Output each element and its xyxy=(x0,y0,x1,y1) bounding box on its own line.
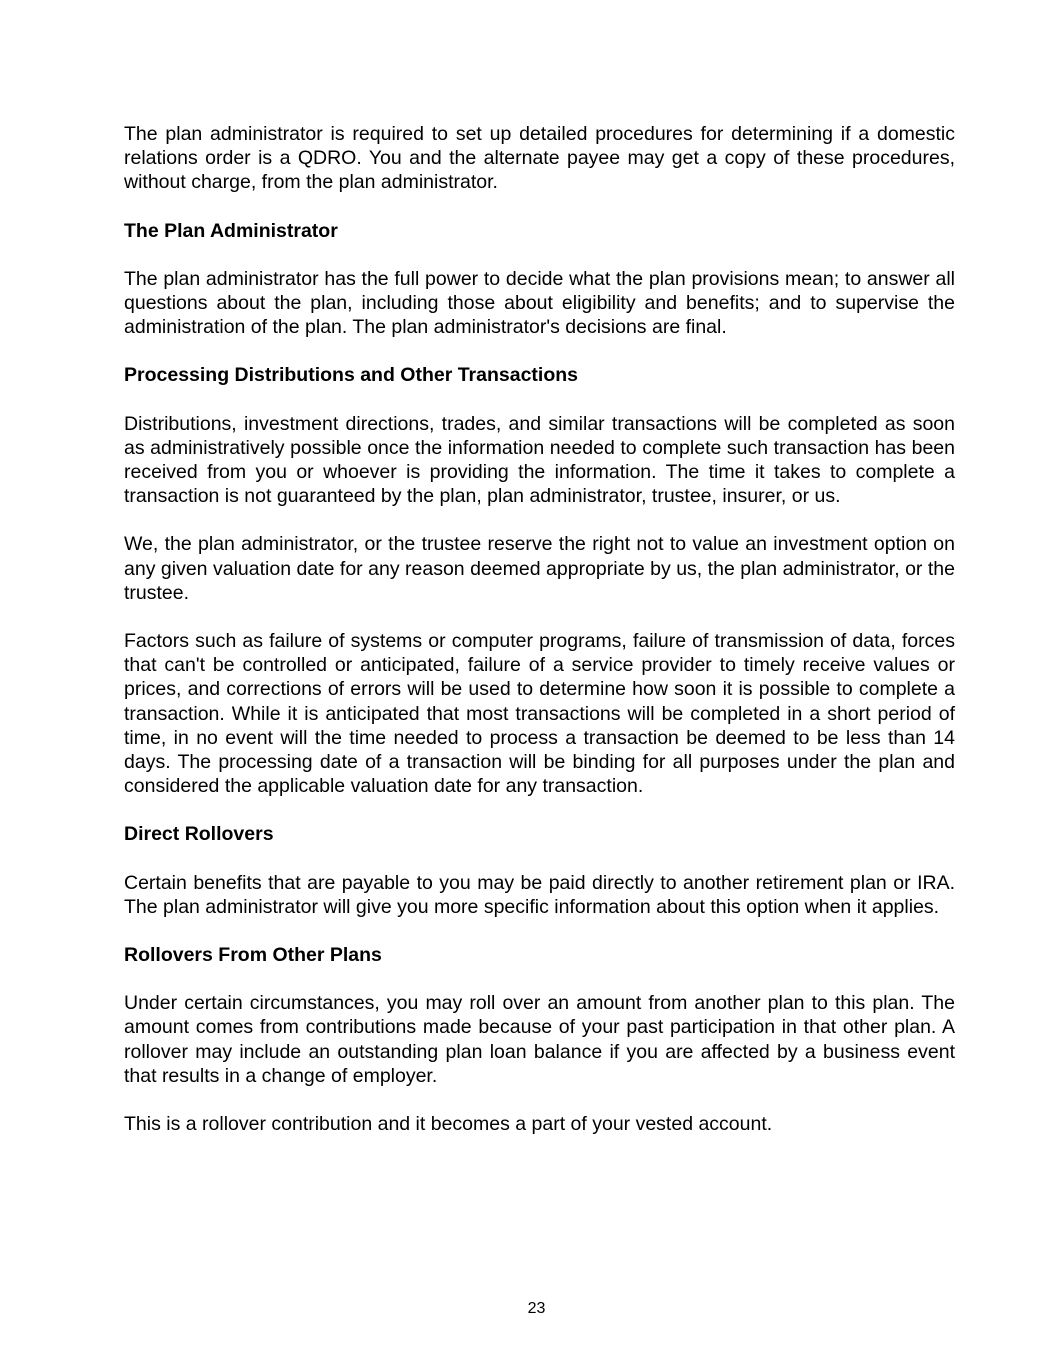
paragraph-processing-factors: Factors such as failure of systems or computer programs, failure of transmission of data, forces that can't be controlled or anticipated, failure of a service provider to timely receive values or prices, and corrections of errors will be used to determine how soon it is possible to complete a transaction. While it is anticipated that most transactions will be completed in a short period of time, in no event will the time needed to process a transaction be deemed to be less than 14 days. The processing date of a transaction will be binding for all purposes under the plan and considered the applicable valuation date for any transaction. xyxy=(124,630,955,798)
heading-direct-rollovers: Direct Rollovers xyxy=(124,823,274,846)
paragraph-rollover-contribution: This is a rollover contribution and it becomes a part of your vested account. xyxy=(124,1113,773,1136)
paragraph-valuation-rights: We, the plan administrator, or the trustee reserve the right not to value an investment option on any given valuation date for any reason deemed appropriate by us, the plan administrator, or the trustee. xyxy=(124,533,955,604)
paragraph-plan-administrator-powers: The plan administrator has the full power to decide what the plan provisions mean; to answer all questions about the plan, including those about eligibility and benefits; and to supervise the administration of the plan. The plan administrator's decisions are final. xyxy=(124,267,955,339)
paragraph-qdro-procedures: The plan administrator is required to set up detailed procedures for determining if a domestic relations order is a QDRO. You and the alternate payee may get a copy of these procedures, without charge, from the plan administrator. xyxy=(124,123,955,194)
heading-rollovers-from-other-plans: Rollovers From Other Plans xyxy=(124,944,382,967)
paragraph-distribution-timing: Distributions, investment directions, trades, and similar transactions will be completed as soon as administratively possible once the information needed to complete such transaction has been received from you or whoever is providing the information. The time it takes to complete a transaction is not guaranteed by the plan, plan administrator, trustee, insurer, or us. xyxy=(124,412,955,508)
heading-processing-distributions: Processing Distributions and Other Transactions xyxy=(124,364,579,387)
document-body xyxy=(124,122,955,1160)
page-number: 23 xyxy=(527,1300,546,1317)
heading-plan-administrator: The Plan Administrator xyxy=(124,219,338,242)
paragraph-direct-rollovers: Certain benefits that are payable to you may be paid directly to another retirement plan or IRA. The plan administrator will give you more specific information about this option when it applies. xyxy=(124,871,955,918)
paragraph-rollover-circumstances: Under certain circumstances, you may roll over an amount from another plan to this plan. The amount comes from contributions made because of your past participation in that other plan. A rollover may include an outstanding plan loan balance if you are affected by a business event that results in a change of employer. xyxy=(124,992,955,1087)
